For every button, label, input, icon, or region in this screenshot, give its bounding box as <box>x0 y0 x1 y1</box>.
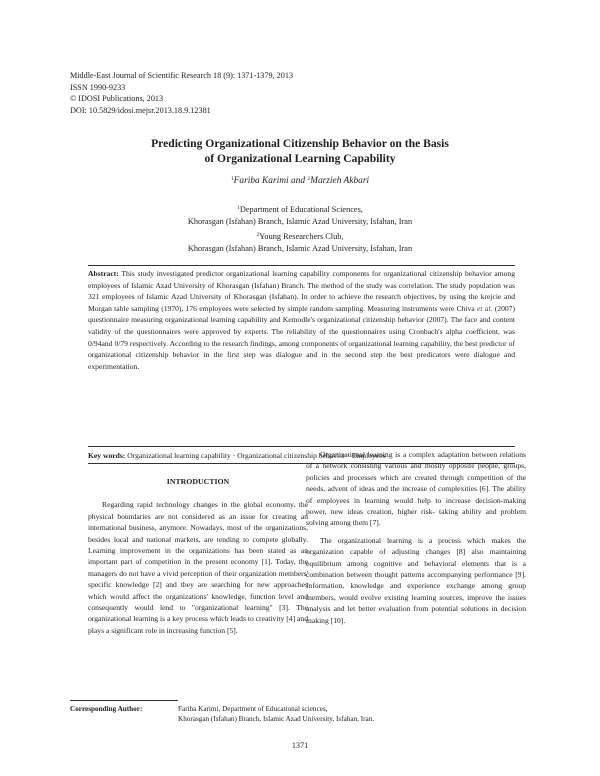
abstract-label: Abstract: <box>88 269 119 278</box>
keywords-text: Organizational learning capability · Organizational citizenship behavior · Employees <box>125 451 386 460</box>
abstract-text-1: This study investigated predictor organizational learning capability components for organizational citizenship behavior among employees of Islamic Azad University of Khorasgan (Isfahan) Branch. The method of the study was correlation. The study population was 321 employees of Islamic Azad University of Khorasgan (Isfahan). In order to achieve the research objectives, by using the krejcie and Morgan table sampling (1970), 176 employees were selected by simple random sampling. Measuring instruments were Chiva <box>88 269 515 313</box>
affiliation-1 <box>0 202 600 216</box>
author-1: Fariba Karimi and <box>233 176 308 186</box>
affiliation-2-inst: Khorasgan (Isfahan) Branch, Islamic Azad University, Isfahan, Iran <box>187 243 413 253</box>
page-number: 1371 <box>291 741 309 750</box>
author-list <box>0 176 600 186</box>
right-column <box>306 449 526 626</box>
footnote-label: Corresponding Author: <box>70 705 143 713</box>
left-column <box>88 476 308 636</box>
issn: ISSN 1990-9233 <box>70 82 126 92</box>
affiliations <box>0 202 600 255</box>
affiliation-2 <box>0 229 600 243</box>
affiliation-1-sup: 1 <box>237 205 240 211</box>
affiliation-2-sup: 2 <box>256 231 260 238</box>
author-2: Marzieh Akbari <box>310 176 370 186</box>
copyright: © IDOSI Publications, 2013 <box>70 94 164 104</box>
journal-header <box>70 70 293 116</box>
right-paragraph-2: The organizational learning is a process which makes the organization capable of adjusting changes [8] also maintaining equilibrium among cognitive and behavioral elements that is a combination between thought patterns accompanying performance [9]. Information, knowledge and experience exchange among group members, would evolve existing learning sources, improve the issues analysis and let better evaluation from potential solutions in decision making [10]. <box>306 535 526 625</box>
keywords-top-rule <box>88 446 515 447</box>
intro-paragraph-1: Regarding rapid technology changes in the global economy, the physical boundaries are not considered as an issue for creating an international business, anymore. Nowadays, most of the organizations, besides local and national markets, are tending to compete globally. Learning improvement in the organizations has been stated as an important part of competition in the present economy [1]. Today, the managers do not have a vivid perception of their organization members' specific knowledge [2] and they are searching for new approaches which would affect the organizations' knowledge, function level and consequently would lend to "organizational learning" [3]. The organizational learning is a key process which leads to creativity [4] and plays a significant role in increasing function [5]. <box>88 500 308 635</box>
corresponding-author-footnote <box>70 704 374 725</box>
footnote-author: Fariba Karimi, Department of Educational sciences, <box>178 705 328 713</box>
title-line-2: of Organizational Learning Capability <box>204 152 396 165</box>
title-line-1: Predicting Organizational Citizenship Behavior on the Basis <box>151 137 449 150</box>
journal-citation: Middle-East Journal of Scientific Research 18 (9): 1371-1379, 2013 <box>70 71 294 80</box>
author1-sup: 1 <box>230 176 234 182</box>
footnote-rule <box>70 700 178 701</box>
abstract <box>88 268 515 372</box>
paper-title <box>0 136 600 166</box>
right-paragraph-1: Organizational learning is a complex adaptation between relations of a network consisting various and mostly opposite people, groups, policies and processes which are created through competition of the needs, advent of ideas and the increase of complexities [6]. The ability of employees in learning would help to increase decision-making power, new ideas creation, higher risk- taking ability and problem solving among them [7]. <box>306 450 526 528</box>
abstract-text-2: (2007) questionnaire measuring organizational learning capability and Kemodle's organizational citizenship behavior (2007). The face and content validity of the questionnaires were approved by experts. The reliability of the questionnaires using Cronbach's alpha coefficient, was 0/94and 0/79 respectively. According to the research findings, among components of organizational learning capability, the best predictor of organizational citizenship behavior in the first step was dialogue and in the second step the best predicators were dialogue and experimentation. <box>88 303 515 371</box>
keywords-label: Key words: <box>88 451 126 460</box>
footnote-line-2: Khorasgan (Isfahan) Branch, Islamic Azad University, Isfahan, Iran. <box>178 715 375 724</box>
affiliation-2-dept: Young Researchers Club, <box>259 231 344 241</box>
abstract-etal: et al. <box>477 303 493 313</box>
affiliation-1-dept: Department of Educational Sciences, <box>239 205 363 214</box>
introduction-heading: INTRODUCTION <box>166 477 230 486</box>
abstract-top-rule <box>88 265 515 266</box>
author2-sup: 2 <box>307 176 311 182</box>
doi: DOI: 10.5829/idosi.mejsr.2013.18.9.12381 <box>70 105 211 115</box>
affiliation-1-inst: Khorasgan (Isfahan) Branch, Islamic Azad University, Isfahan, Iran <box>187 217 413 227</box>
footnote-line-1 <box>70 704 374 714</box>
